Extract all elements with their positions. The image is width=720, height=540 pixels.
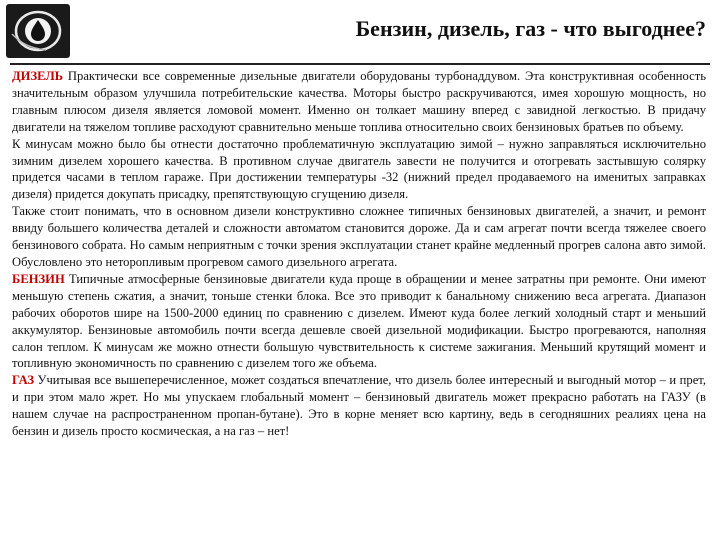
petrol-text: Типичные атмосферные бензиновые двигатели куда проще в обращении и менее затратны при ремонте. Они имеют меньшую степень сжатия, а значит, тоньше стенки блока. Все это приводит к банальному снижению веса агрегата. Диапазон рабочих оборотов шире на 1500-2000 единиц по сравнению с дизелем. Имеют куда более легкий холодный старт и меньший аккумулятор. Бензиновые автомобиль почти всегда дешевле своей дизельной модификации. Быстро прогреваются, наполняя салон теплом. К минусам же можно отнести большую чувствительность к системе зажигания. Меньший крутящий момент и топливную экономичность по сравнению с дизелем того же объема. [12, 271, 706, 371]
logo [6, 4, 70, 58]
paragraph-diesel-cost: Также стоит понимать, что в основном дизели конструктивно сложнее типичных бензиновых двигателей, а значит, и ремонт ввиду большего количества деталей и сложности автоматом становится дороже. Да и сам агрегат почти всегда тяжелее своего бензинового собрата. Но самым неприятным с точки зрения эксплуатации станет крайне медленный прогрев салона авто зимой. Обусловлено это неторопливым прогревом самого дизельного агрегата. [12, 204, 706, 269]
gas-text: Учитывая все вышеперечисленное, может создаться впечатление, что дизель более интересный и выгодный мотор – и прет, и при этом мало жрет. Но мы упускаем глобальный момент – бензиновый двигатель может прекрасно работать на ГАЗУ (в нашем случае на распространенном пропан-бутане). Это в корне меняет всю картину, ведь в сегодняшних реалиях цена на бензин и дизель просто космическая, а на газ – нет! [12, 373, 706, 439]
term-petrol: БЕНЗИН [12, 271, 65, 286]
term-diesel: ДИЗЕЛЬ [12, 69, 64, 83]
paragraph-diesel-minus: К минусам можно было бы отнести достаточно проблематичную эксплуатацию зимой – нужно заправляться исключительно зимним дизелем хорошего качества. В противном случае двигатель завести не получится и отогревать застывшую солярку придется часами в теплом гараже. При достижении температуры -32 (нижний предел продаваемого на именитых заправках дизеля) придется докупать присадку, препятствующую сгущению дизеля. [12, 136, 706, 202]
header-divider [10, 63, 710, 65]
slide-body [12, 68, 706, 440]
diesel-text: Практически все современные дизельные двигатели оборудованы турбонаддувом. Эта конструктивная особенность значительным образом улучшила потребительские качества. Моторы быстро раскручиваются, имея хорошую мощность, но главным плюсом дизеля является ломовой момент. Именно он толкает машину вперед с завидной легкостью. В придачу двигатели на тяжелом топливе расходуют сравнительно меньше топлива относительно своих бензиновых братьев по объему. [12, 69, 706, 134]
paragraph-diesel [12, 68, 706, 136]
paragraph-gas [12, 372, 706, 440]
paragraph-petrol [12, 271, 706, 372]
page-title: Бензин, дизель, газ - что выгоднее? [355, 16, 706, 41]
slide-header [0, 0, 720, 62]
fuel-drop-icon [6, 4, 70, 58]
term-gas: ГАЗ [12, 373, 35, 388]
